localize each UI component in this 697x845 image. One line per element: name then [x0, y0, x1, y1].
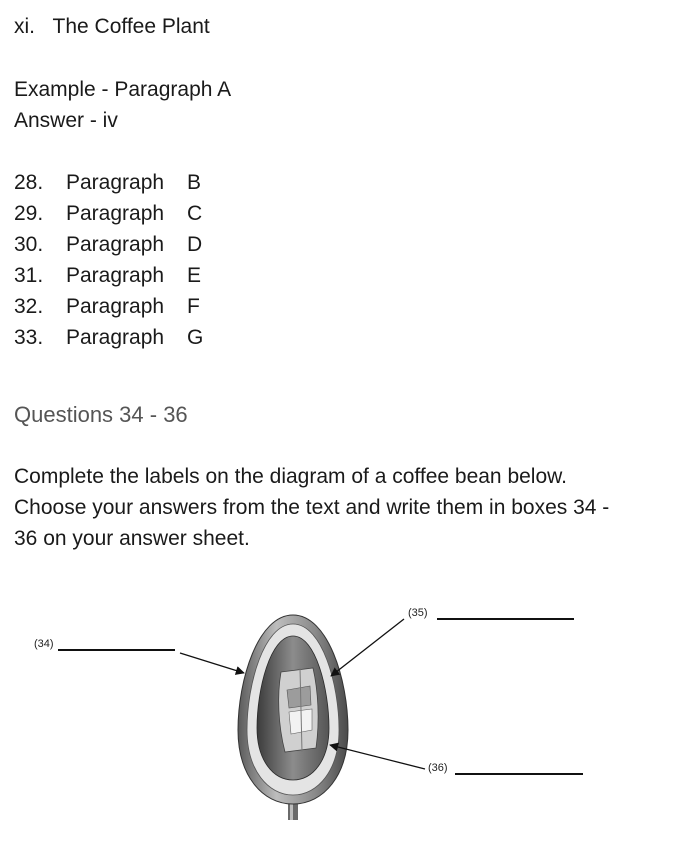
example-answer: Answer - iv — [14, 109, 118, 132]
question-letter: C — [187, 202, 203, 225]
question-letter: B — [187, 171, 202, 194]
label-35: (35) — [408, 607, 428, 619]
question-paragraph: Paragraph — [66, 295, 165, 318]
question-letter: G — [187, 326, 204, 349]
questions-heading: Questions 34 - 36 — [14, 402, 188, 427]
question-number: 32. — [14, 295, 44, 318]
question-number: 30. — [14, 233, 44, 256]
arrow-34 — [180, 653, 244, 673]
label-34: (34) — [34, 638, 54, 650]
question-number: 28. — [14, 171, 44, 194]
instruction-line: Complete the labels on the diagram of a coffee bean below. — [14, 465, 567, 488]
question-paragraph: Paragraph — [66, 233, 165, 256]
question-number: 31. — [14, 264, 44, 287]
question-paragraph: Paragraph — [66, 202, 165, 225]
question-paragraph: Paragraph — [66, 171, 165, 194]
instruction-line: 36 on your answer sheet. — [14, 527, 250, 550]
question-letter: E — [187, 264, 202, 287]
question-paragraph: Paragraph — [66, 326, 165, 349]
question-paragraph: Paragraph — [66, 264, 165, 287]
section-title: The Coffee Plant — [52, 15, 210, 38]
example-line: Example - Paragraph A — [14, 78, 232, 101]
question-number: 29. — [14, 202, 44, 225]
question-number: 33. — [14, 326, 44, 349]
instruction-line: Choose your answers from the text and write them in boxes 34 - — [14, 496, 610, 519]
arrow-35 — [331, 619, 404, 676]
label-36: (36) — [428, 762, 448, 774]
question-letter: D — [187, 233, 203, 256]
question-letter: F — [187, 295, 200, 318]
section-number: xi. — [14, 15, 35, 38]
